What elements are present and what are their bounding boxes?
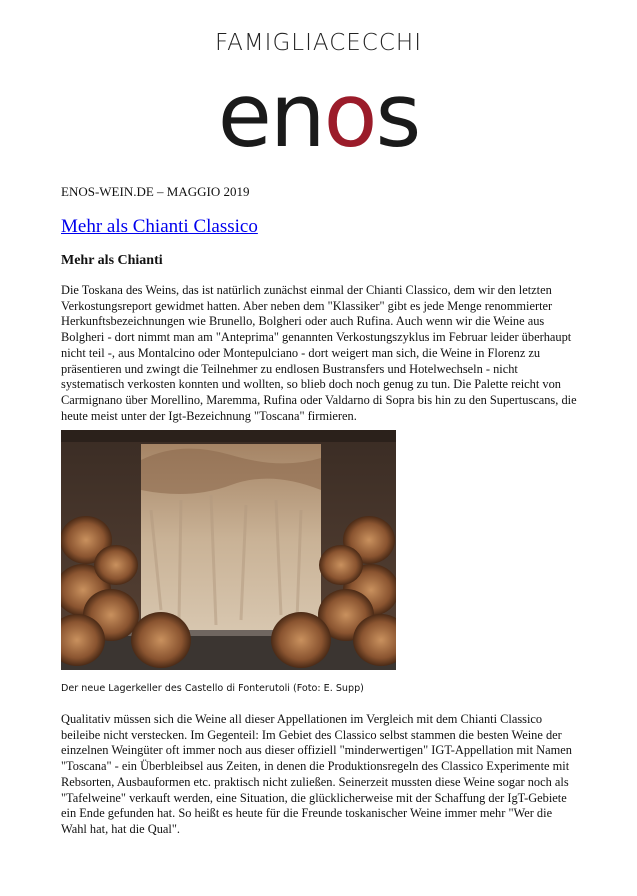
- logo-part-1: en: [217, 64, 324, 167]
- photo-caption: Der neue Lagerkeller des Castello di Fonterutoli (Foto: E. Supp): [61, 683, 364, 694]
- logo-part-3: s: [375, 64, 420, 167]
- article-subtitle: Mehr als Chianti: [61, 253, 163, 268]
- article-title-link[interactable]: Mehr als Chianti Classico: [61, 216, 258, 237]
- enos-logo: [0, 66, 637, 166]
- logo-part-2: o: [323, 64, 376, 167]
- paragraph-2: Qualitativ müssen sich die Weine all dieser Appellationen im Vergleich mit dem Chianti Classico beileibe nicht verstecken. Im Gegenteil: Im Gebiet des Classico selbst stammen die besten Weine der einzelnen Weingüter oft immer noch aus dieser offiziell "minderwertigen" IGT-Appellation mit Namen "Toscana" - ein Überbleibsel aus Zeiten, in denen die Produktionsregeln des Classico Experimente mit Rebsorten, Ausbauformen etc. praktisch nicht zuließen. Seinerzeit mussten diese Weine sogar noch als "Tafelweine" verkauft werden, eine Situation, die glücklicherweise mit der Schaffung der IgT-Gebiete ein Ende gefunden hat. So heißt es heute für die Freunde toskanischer Weine immer mehr "Wer die Wahl hat, hat die Qual".: [61, 712, 572, 836]
- paragraph-1: Die Toskana des Weins, das ist natürlich zunächst einmal der Chianti Classico, dem wir den letzten Verkostungsreport gewidmet hatten. Aber neben dem "Klassiker" gibt es jede Menge renommierter Herkunftsbezeichnungen wie Brunello, Bolgheri oder auch Rufina. Auch wenn wir die Weine aus Bolgheri - dort nimmt man am "Anteprima" genannten Verkostungszyklus im Februar leider überhaupt nicht teil -, aus Montalcino oder Montepulciano - dort weigert man sich, die Weine in Florenz zu präsentieren und zwingt die Teilnehmer zu endlosen Bustransfers und Hotelwechseln - nicht systematisch verkosten konnten und wollten, so blieb doch noch genug zu tun. Die Palette reicht von Carmignano über Morellino, Maremma, Rufina oder Valdarno di Sopra bis hin zu den Supertuscans, die heute meist unter der Igt-Bezeichnung "Toscana" firmieren.: [61, 283, 577, 423]
- wine-cellar-photo: [61, 430, 396, 670]
- brand-name: FAMIGLIACECCHI: [214, 30, 423, 56]
- source-line: ENOS-WEIN.DE – MAGGIO 2019: [61, 184, 250, 199]
